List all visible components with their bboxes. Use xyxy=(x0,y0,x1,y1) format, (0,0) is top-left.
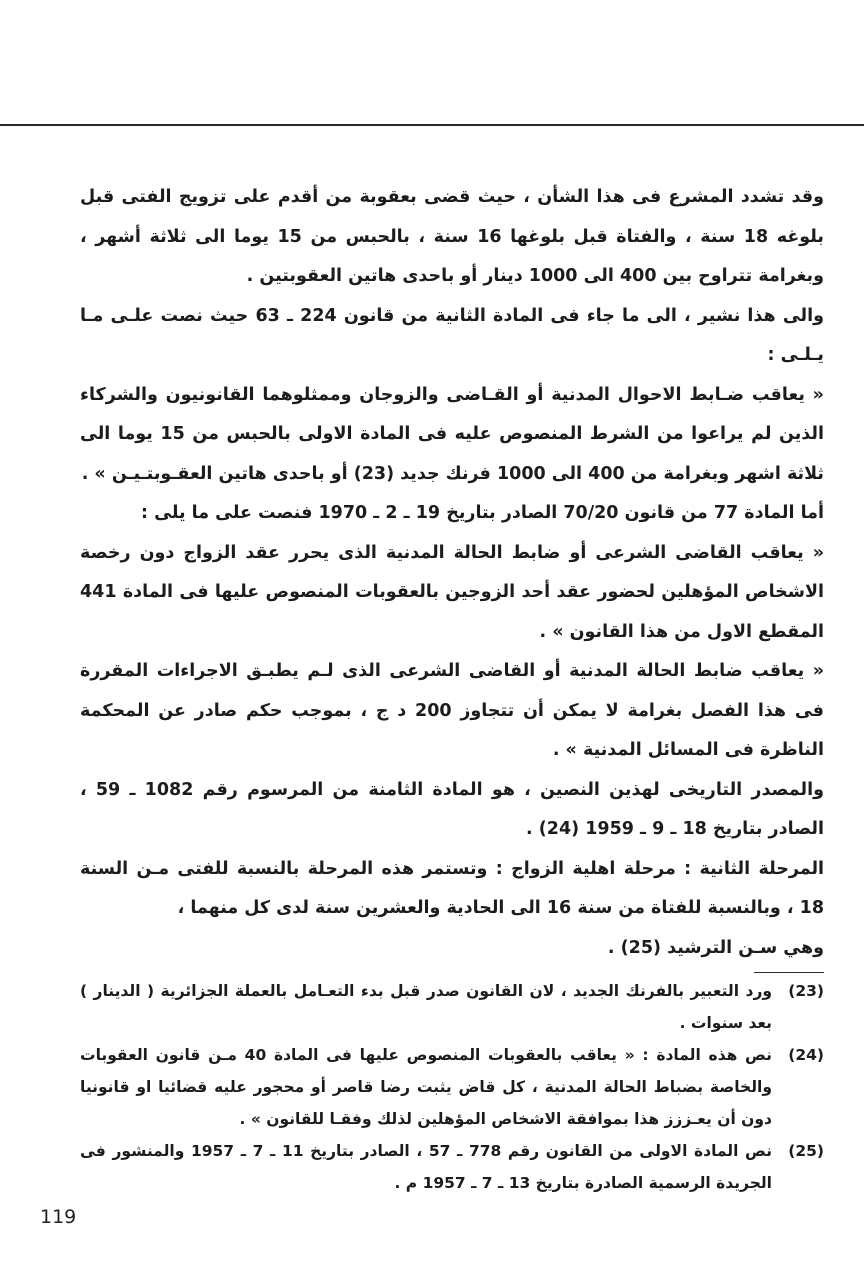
footnote-number: (23) xyxy=(788,982,824,1000)
second-stage-heading: المرحلة الثانية : مرحلة اهلية الزواج : xyxy=(495,858,825,879)
paragraph-legislator-penalty: وقد تشدد المشرع فى هذا الشأن ، حيث قضى بعقوبة من أقدم على تزويج الفتى قبل بلوغه 18 سنة ، والفتاة قبل بلوغها 16 سنة ، بالحبس من 15 يوما الى ثلاثة أشهر ، وبغرامة تتراوح بين 400 الى 1000 دينار أو باحدى هاتين العقوبتين . xyxy=(80,187,824,286)
footnote-text: نص هذه المادة : « يعاقب بالعقوبات المنصوص عليها فى المادة 40 مـن قانون العقوبات والخاصة بضباط الحالة المدنية ، كل قاض يثبت رضا قاصر أو محجور عليه قضائيا او قانونيا دون أن يعـززز هذا بموافقة الاشخاص المؤهلين لذلك وفقـا للقانون » . xyxy=(80,1046,772,1128)
paragraph-guidance-age: وهي سـن الترشيد (25) . xyxy=(607,937,824,958)
paragraph-historical-source: والمصدر التاريخى لهذين النصين ، هو المادة الثامنة من المرسوم رقم 1082 ـ 59 ، الصادر بتاريخ 18 ـ 9 ـ 1959 (24) . xyxy=(80,779,824,839)
footnote-text: ورد التعبير بالفرنك الجديد ، لان القانون صدر قبل بدء التعـامل بالعملة الجزائرية ( الدينار ) بعد سنوات . xyxy=(80,982,772,1032)
footnote-separator xyxy=(754,972,824,973)
footnote xyxy=(80,975,824,1039)
header-rule xyxy=(0,124,864,126)
quote-article-77-b: « يعاقب ضابط الحالة المدنية أو القاضى الشرعى الذى لـم يطبـق الاجراءات المقررة فى هذا الفصل بغرامة لا يمكن أن تتجاوز 200 د ج ، بموجب حكم صادر عن المحكمة الناظرة فى المسائل المدنية » . xyxy=(80,661,824,760)
quote-article-77-a: « يعاقب القاضى الشرعى أو ضابط الحالة المدنية الذى يحرر عقد الزواج دون رخصة الاشخاص المؤهلين لحضور عقد أحد الزوجين بالعقوبات المنصوص عليها فى المادة 441 المقطع الاول من هذا القانون » . xyxy=(80,542,824,642)
footnote-number: (24) xyxy=(788,1046,824,1064)
second-stage-text: وتستمر هذه المرحلة بالنسبة للفتى مـن السنة 18 ، وبالنسبة للفتاة من سنة 16 الى الحادية والعشرين سنة لدى كل منهما ، xyxy=(80,858,824,918)
paragraph-article-77: أما المادة 77 من قانون 70/20 الصادر بتاريخ 19 ـ 2 ـ 1970 فنصت على ما يلى : xyxy=(141,503,824,523)
footnote-text: نص المادة الاولى من القانون رقم 778 ـ 57 ، الصادر بتاريخ 11 ـ 7 ـ 1957 والمنشور فى الجريدة الرسمية الصادرة بتاريخ 13 ـ 7 ـ 1957 م . xyxy=(80,1142,773,1192)
footnote-number: (25) xyxy=(788,1142,824,1160)
paragraph-law-224-63: والى هذا نشير ، الى ما جاء فى المادة الثانية من قانون 224 ـ 63 حيث نصت علـى مـا يـلـى : xyxy=(80,305,824,365)
footnote xyxy=(80,1135,824,1199)
page-body xyxy=(80,178,824,1199)
quote-article-2: « يعاقب ضـابط الاحوال المدنية أو القـاضى والزوجان وممثلوهما القانونيون والشركاء الذين لم يراعوا من الشرط المنصوص عليه فى المادة الاولى بالحبس من 15 يوما الى ثلاثة اشهر وبغرامة من 400 الى 1000 فرنك جديد (23) أو باحدى هاتين العقـوبتـيـن » . xyxy=(80,384,824,484)
paragraph-second-stage xyxy=(80,850,824,929)
page-number: 119 xyxy=(40,1206,77,1228)
footnote xyxy=(80,1039,824,1135)
